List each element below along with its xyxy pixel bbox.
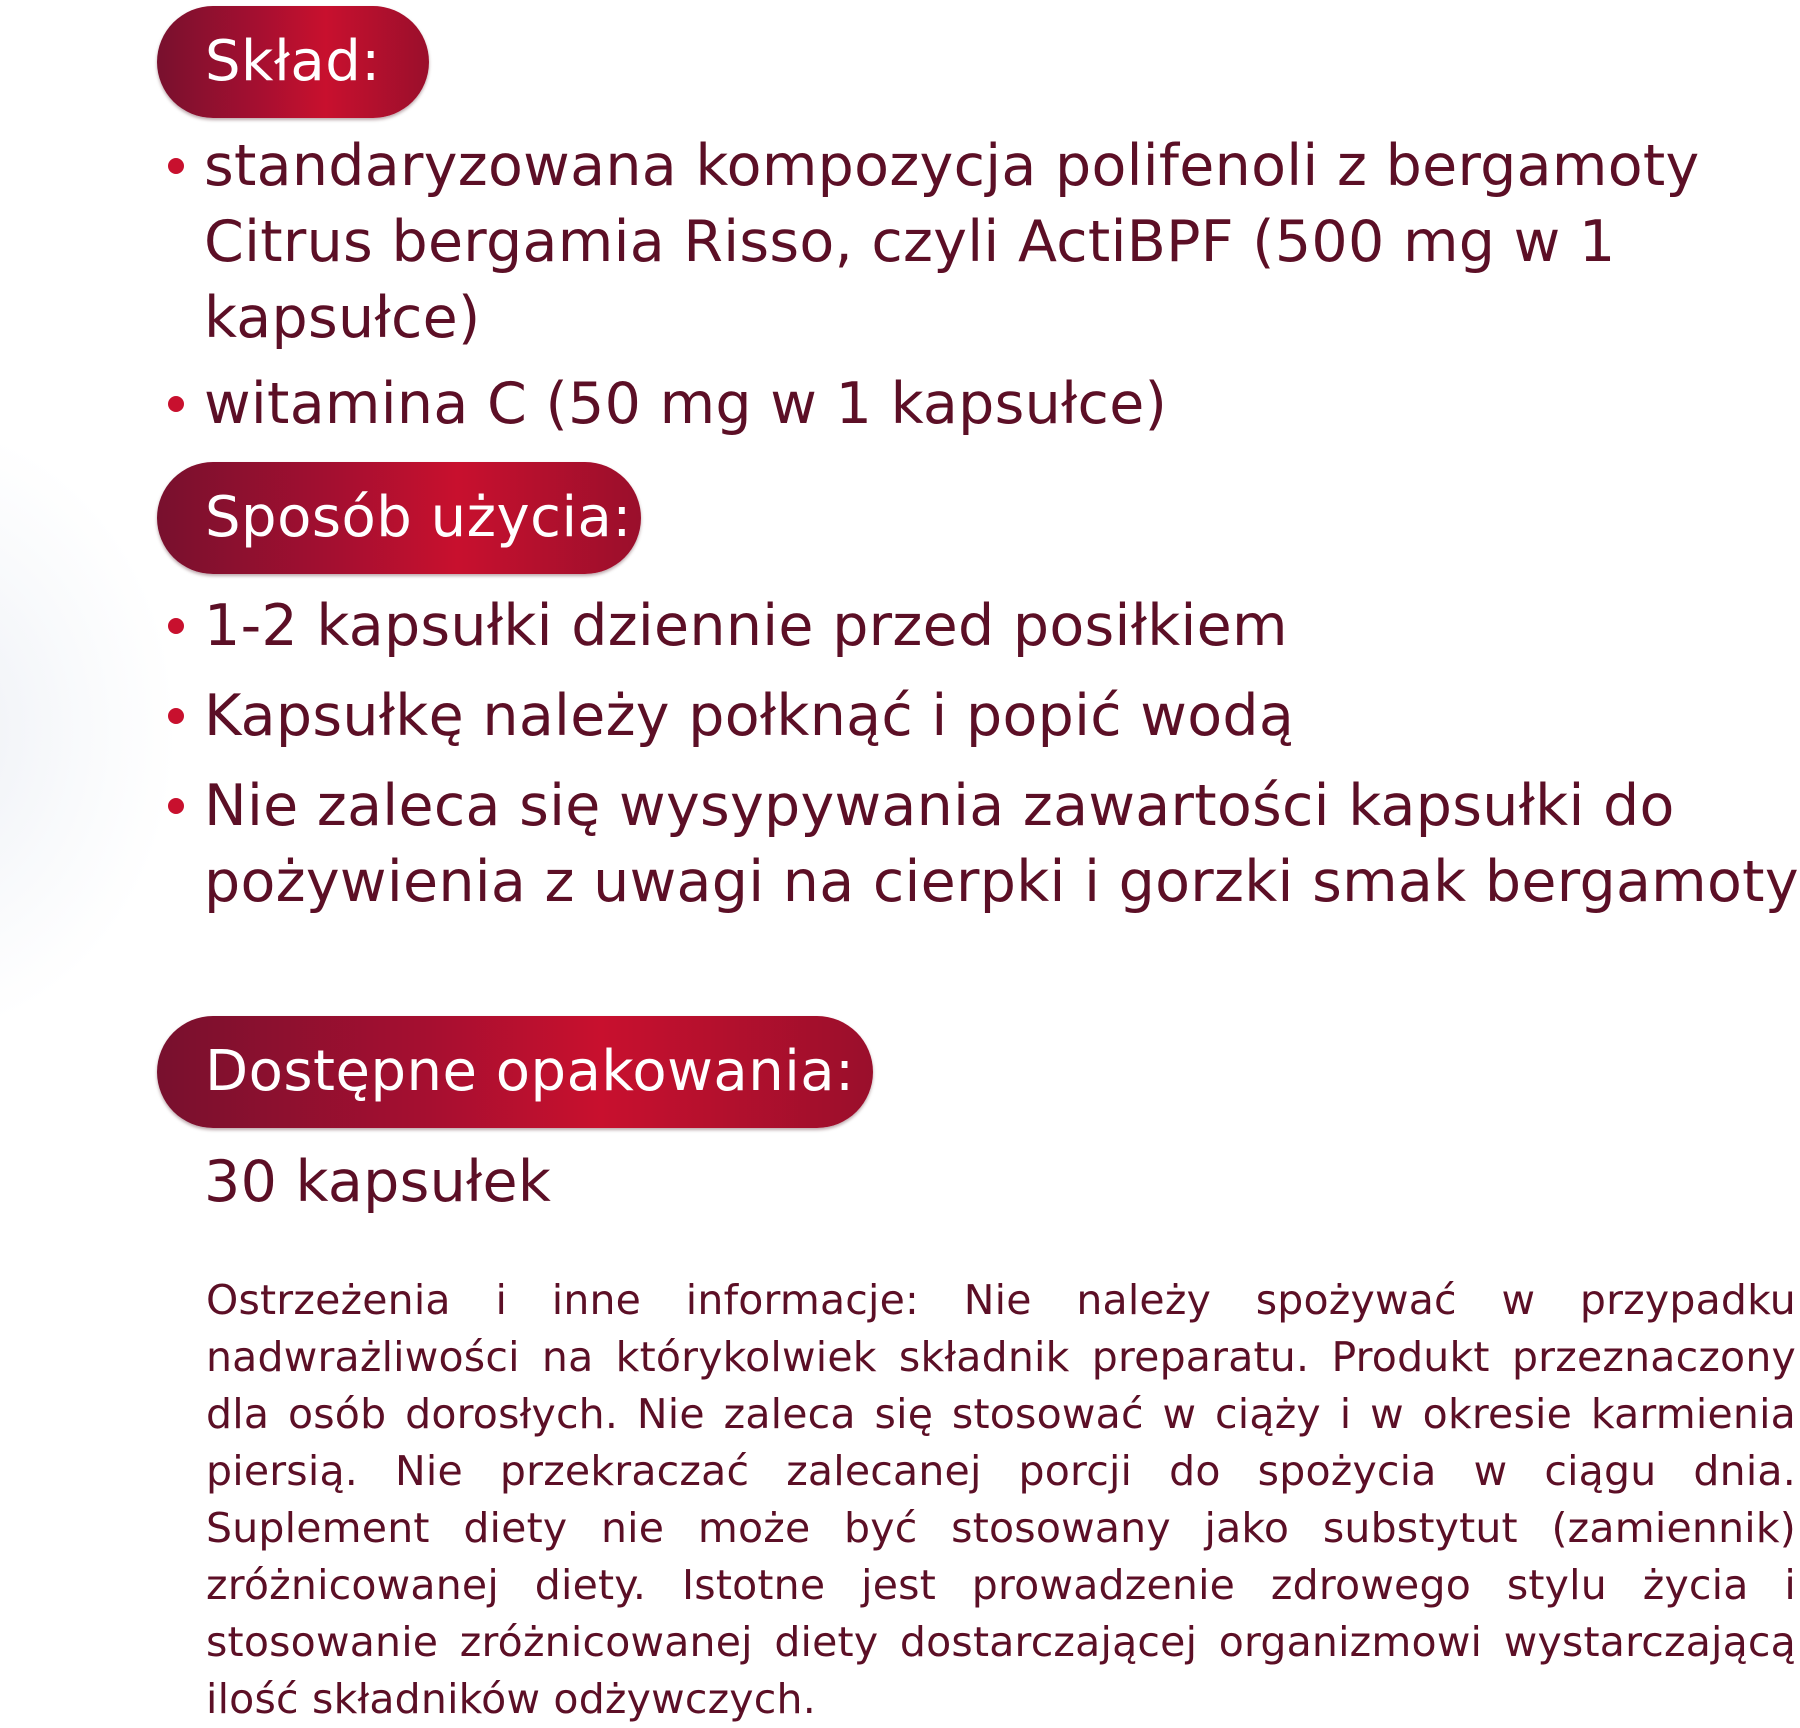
bullet-dot-icon xyxy=(168,396,184,412)
packaging-value: 30 kapsułek xyxy=(204,1149,552,1215)
packaging-heading: Dostępne opakowania: xyxy=(157,1016,873,1128)
list-item-text: standaryzowana kompozycja polifenoli z bergamoty Citrus bergamia Risso, czyli ActiBPF (500 mg w 1 kapsułce) xyxy=(204,133,1700,351)
bullet-dot-icon xyxy=(168,618,184,634)
bullet-dot-icon xyxy=(168,158,184,174)
list-item-text: 1-2 kapsułki dziennie przed posiłkiem xyxy=(204,593,1288,659)
list-item-text: Kapsułkę należy połknąć i popić wodą xyxy=(204,683,1295,749)
list-item xyxy=(168,588,1800,664)
usage-heading: Sposób użycia: xyxy=(157,462,641,574)
usage-list xyxy=(168,588,1800,920)
list-item xyxy=(168,768,1800,920)
list-item-text: Nie zaleca się wysypywania zawartości kapsułki do pożywienia z uwagi na cierpki i gorzki smak bergamoty xyxy=(204,773,1799,915)
composition-list xyxy=(168,128,1800,442)
background-glow xyxy=(0,420,180,1040)
bullet-dot-icon xyxy=(168,798,184,814)
bullet-dot-icon xyxy=(168,708,184,724)
composition-heading: Skład: xyxy=(157,6,429,118)
list-item xyxy=(168,128,1800,356)
warning-text: Ostrzeżenia i inne informacje: Nie należy spożywać w przypadku nadwrażliwości na którykolwiek składnik preparatu. Produkt przeznaczony dla osób dorosłych. Nie zaleca się stosować w ciąży i w okresie karmienia piersią. Nie przekraczać zalecanej porcji do spożycia w ciągu dnia. Suplement diety nie może być stosowany jako substytut (zamiennik) zróżnicowanej diety. Istotne jest prowadzenie zdrowego stylu życia i stosowanie zróżnicowanej diety dostarczającej organizmowi wystarczającą ilość składników odżywczych. xyxy=(206,1276,1796,1723)
list-item xyxy=(168,366,1800,442)
list-item-text: witamina C (50 mg w 1 kapsułce) xyxy=(204,371,1168,437)
list-item xyxy=(168,678,1800,754)
